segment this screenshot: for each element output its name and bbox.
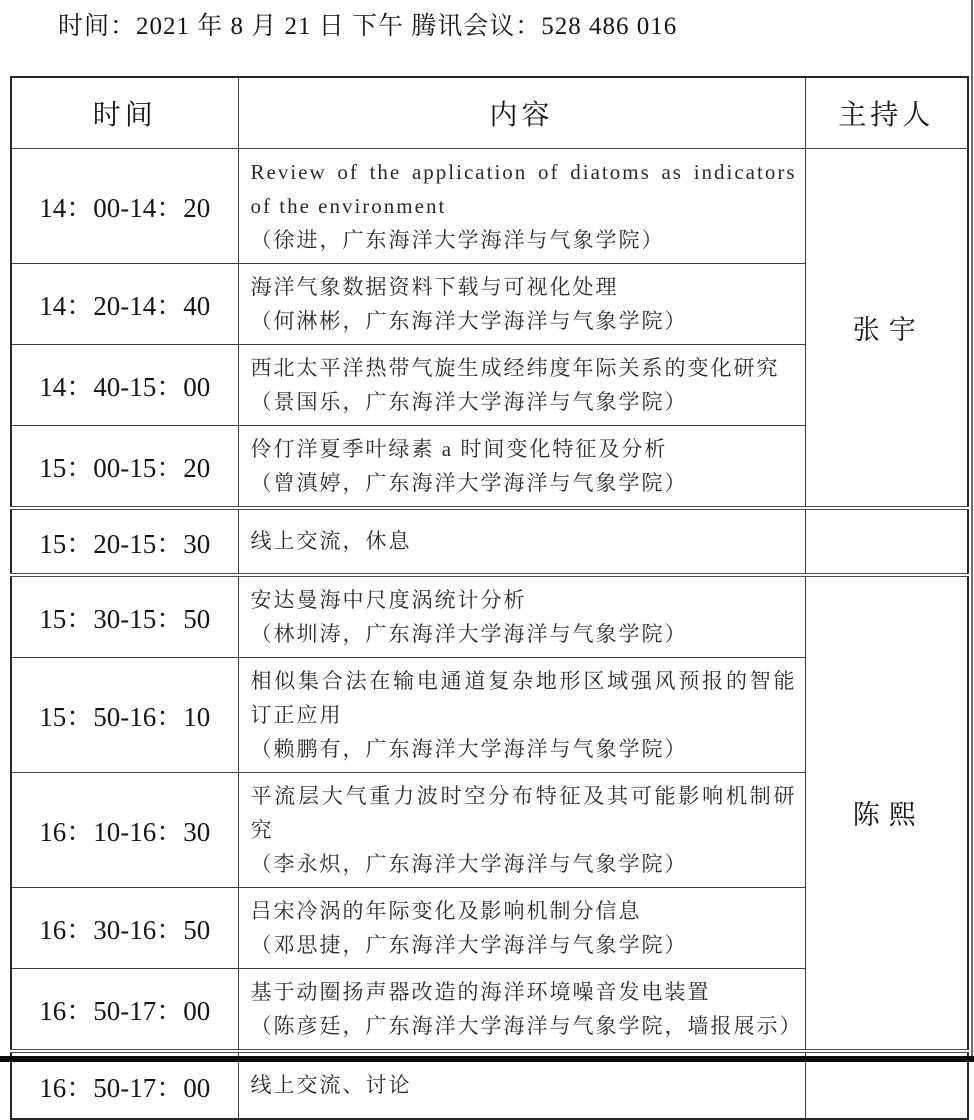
time-cell: 16：50-17：00 (11, 1051, 238, 1119)
time-cell: 15：50-16：10 (11, 657, 238, 772)
host-cell-empty (805, 508, 968, 575)
content-cell (238, 657, 805, 772)
schedule-table (10, 76, 969, 1120)
host-cell: 陈熙 (805, 575, 968, 1051)
content-cell (238, 575, 805, 658)
time-cell: 16：30-16：50 (11, 887, 238, 968)
content-cell (238, 772, 805, 887)
talk-affiliation: （景国乐，广东海洋大学海洋与气象学院） (250, 389, 688, 414)
talk-title: 吕宋冷涡的年际变化及影响机制分信息 (250, 898, 642, 923)
scan-artifact-right-edge (971, 0, 973, 1062)
talk-affiliation: （徐进，广东海洋大学海洋与气象学院） (250, 227, 665, 252)
column-header-host: 主持人 (805, 77, 968, 148)
content-cell (238, 508, 805, 575)
break-row (11, 508, 968, 575)
table-row (11, 575, 968, 658)
meeting-info-line: 时间：2021 年 8 月 21 日 下午 腾讯会议：528 486 016 (58, 13, 678, 40)
talk-title: 伶仃洋夏季叶绿素 a 时间变化特征及分析 (250, 436, 668, 461)
content-cell (238, 344, 805, 425)
time-cell: 14：00-14：20 (11, 148, 238, 263)
talk-affiliation: （邓思捷，广东海洋大学海洋与气象学院） (250, 932, 688, 957)
talk-affiliation: （何淋彬，广东海洋大学海洋与气象学院） (250, 308, 688, 333)
content-cell (238, 148, 805, 263)
host-cell: 张宇 (805, 148, 968, 508)
content-cell (238, 887, 805, 968)
talk-title: 西北太平洋热带气旋生成经纬度年际关系的变化研究 (250, 355, 780, 380)
talk-title: 平流层大气重力波时空分布特征及其可能影响机制研究 (250, 783, 797, 842)
time-cell: 16：10-16：30 (11, 772, 238, 887)
scan-artifact-bottom-edge (0, 1056, 974, 1062)
talk-affiliation: （李永炽，广东海洋大学海洋与气象学院） (250, 851, 688, 876)
content-cell (238, 968, 805, 1051)
column-header-content: 内容 (238, 77, 805, 148)
talk-affiliation: （赖鹏有，广东海洋大学海洋与气象学院） (250, 736, 688, 761)
talk-affiliation: （曾滇婷，广东海洋大学海洋与气象学院） (250, 470, 688, 495)
time-cell: 15：30-15：50 (11, 575, 238, 658)
time-cell: 14：20-14：40 (11, 263, 238, 344)
talk-affiliation: （林圳涛，广东海洋大学海洋与气象学院） (250, 621, 688, 646)
talk-affiliation: （陈彦廷，广东海洋大学海洋与气象学院，墙报展示） (250, 1013, 803, 1038)
time-cell: 14：40-15：00 (11, 344, 238, 425)
talk-title: 相似集合法在输电通道复杂地形区域强风预报的智能订正应用 (250, 668, 797, 727)
talk-title: Review of the application of diatoms as indicators of the environment (250, 159, 797, 218)
time-cell: 15：20-15：30 (11, 508, 238, 575)
content-cell (238, 425, 805, 508)
column-header-time: 时间 (11, 77, 238, 148)
time-cell: 16：50-17：00 (11, 968, 238, 1051)
talk-title: 安达曼海中尺度涡统计分析 (250, 587, 527, 612)
time-cell: 15：00-15：20 (11, 425, 238, 508)
talk-title: 基于动圈扬声器改造的海洋环境噪音发电装置 (250, 979, 711, 1004)
content-cell (238, 263, 805, 344)
header-row (11, 77, 968, 148)
discussion-label: 线上交流、讨论 (250, 1073, 412, 1098)
break-label: 线上交流，休息 (250, 529, 412, 554)
table-row (11, 148, 968, 263)
talk-title: 海洋气象数据资料下载与可视化处理 (250, 274, 619, 299)
